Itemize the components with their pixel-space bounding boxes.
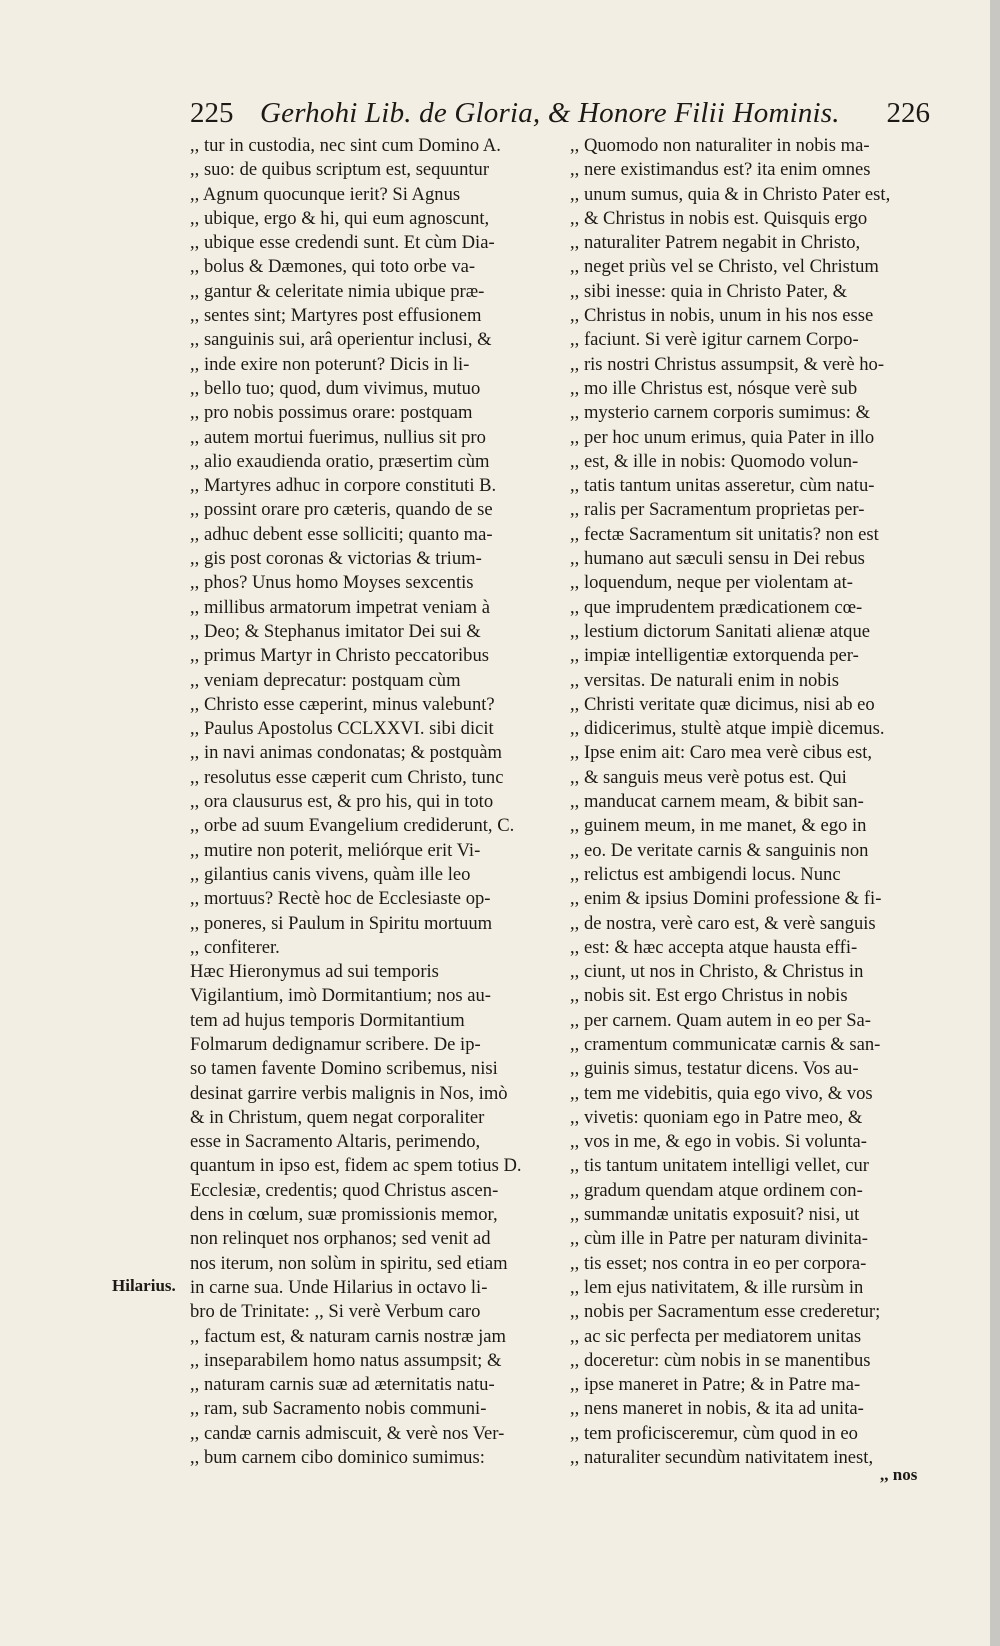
text-line: ,, inseparabilem homo natus assumpsit; &: [190, 1349, 502, 1371]
text-line: ,, resolutus esse cæperit cum Christo, tunc: [190, 766, 504, 788]
text-line: ,, ac sic perfecta per mediatorem unitas: [570, 1325, 862, 1347]
text-line: ,, mutire non poterit, meliórque erit Vi-: [190, 839, 481, 861]
text-line: ,, tis tantum unitatem intelligi vellet, cur: [570, 1155, 869, 1177]
text-line: ,, ciunt, ut nos in Christo, & Christus in: [570, 961, 864, 983]
text-line: ,, phos? Unus homo Moyses sexcentis: [190, 572, 474, 594]
text-line: ,, relictus est ambigendi locus. Nunc: [570, 863, 841, 885]
text-line: ,, Christo esse cæperint, minus valebunt?: [190, 693, 495, 715]
text-line: esse in Sacramento Altaris, perimendo,: [190, 1131, 481, 1153]
text-line: in carne sua. Unde Hilarius in octavo li-: [190, 1276, 488, 1298]
right-column: [570, 134, 950, 1470]
text-line: ,, mysterio carnem corporis sumimus: &: [570, 402, 871, 424]
text-line: ,, lestium dictorum Sanitati alienæ atque: [570, 620, 871, 642]
text-line: ,, est: & hæc accepta atque hausta effi-: [570, 936, 858, 958]
text-line: ,, pro nobis possimus orare: postquam: [190, 402, 473, 424]
text-line: ,, ubique, ergo & hi, qui eum agnoscunt,: [190, 207, 490, 229]
text-line: ,, Paulus Apostolus CCLXXVI. sibi dicit: [190, 718, 494, 740]
text-line: ,, eo. De veritate carnis & sanguinis non: [570, 839, 869, 861]
text-line: ,, candæ carnis admiscuit, & verè nos Ver-: [190, 1422, 505, 1444]
text-line: ,, factum est, & naturam carnis nostræ jam: [190, 1325, 507, 1347]
margin-note: Hilarius.: [112, 1276, 176, 1295]
text-line: ,, possint orare pro cæteris, quando de se: [190, 499, 493, 521]
text-line: ,, neget priùs vel se Christo, vel Christum: [570, 256, 879, 278]
text-line: ,, enim & ipsius Domini professione & fi-: [570, 888, 882, 910]
text-line: ,, Agnum quocunque ierit? Si Agnus: [190, 183, 461, 205]
text-line: ,, tem me videbitis, quia ego vivo, & vos: [570, 1082, 873, 1104]
text-line: ,, mo ille Christus est, nósque verè sub: [570, 377, 858, 399]
text-line: ,, gis post coronas & victorias & trium-: [190, 548, 482, 570]
text-line: ,, gilantius canis vivens, quàm ille leo: [190, 863, 471, 885]
page-edge: [990, 0, 1000, 1646]
text-line: Vigilantium, imò Dormitantium; nos au-: [190, 985, 492, 1007]
text-line: bro de Trinitate: ,, Si verè Verbum caro: [190, 1301, 481, 1323]
text-line: ,, per hoc unum erimus, quia Pater in illo: [570, 426, 875, 448]
text-line: ,, per carnem. Quam autem in eo per Sa-: [570, 1009, 871, 1031]
running-title: Gerhohi Lib. de Gloria, & Honore Filii Hominis.: [260, 97, 840, 129]
text-line: ,, adhuc debent esse solliciti; quanto ma-: [190, 523, 493, 545]
text-line: ,, nens maneret in nobis, & ita ad unita-: [570, 1398, 864, 1420]
text-line: ,, bum carnem cibo dominico sumimus:: [190, 1447, 485, 1469]
text-line: ,, doceretur: cùm nobis in se manentibus: [570, 1349, 871, 1371]
text-line: ,, didicerimus, stultè atque impiè dicemus.: [570, 718, 885, 740]
text-line: ,, Quomodo non naturaliter in nobis ma-: [570, 135, 870, 156]
text-line: ,, vos in me, & ego in vobis. Si volunta-: [570, 1131, 867, 1153]
text-line: ,, guinis simus, testatur dicens. Vos au-: [570, 1058, 859, 1080]
text-line: Ecclesiæ, credentis; quod Christus ascen-: [190, 1179, 499, 1201]
text-line: ,, faciunt. Si verè igitur carnem Corpo-: [570, 329, 859, 351]
text-line: ,, nobis per Sacramentum esse crederetur;: [570, 1301, 881, 1323]
text-line: desinat garrire verbis malignis in Nos, imò: [190, 1082, 508, 1104]
text-line: ,, ora clausurus est, & pro his, qui in toto: [190, 791, 494, 813]
running-header: [190, 92, 930, 134]
text-line: ,, sibi inesse: quia in Christo Pater, &: [570, 280, 848, 302]
text-line: dens in cœlum, suæ promissionis memor,: [190, 1204, 498, 1226]
text-line: ,, cùm ille in Patre per naturam divinita-: [570, 1228, 868, 1250]
text-line: ,, suo: de quibus scriptum est, sequuntur: [190, 159, 490, 181]
text-line: ,, ipse maneret in Patre; & in Patre ma-: [570, 1374, 861, 1396]
catchword: ,, nos: [880, 1465, 918, 1484]
text-line: ,, tem proficisceremur, cùm quod in eo: [570, 1422, 858, 1444]
text-line: quantum in ipso est, fidem ac spem totius D.: [190, 1155, 522, 1177]
text-line: ,, primus Martyr in Christo peccatoribus: [190, 645, 489, 667]
text-line: ,, fectæ Sacramentum sit unitatis? non est: [570, 523, 879, 545]
text-line: ,, naturaliter secundùm nativitatem inest,: [570, 1447, 874, 1469]
text-line: ,, Deo; & Stephanus imitator Dei sui &: [190, 620, 481, 642]
text-line: ,, in navi animas condonatas; & postquàm: [190, 742, 502, 764]
text-line: ,, & sanguis meus verè potus est. Qui: [570, 766, 847, 788]
text-line: Hæc Hieronymus ad sui temporis: [190, 961, 439, 983]
text-line: ,, unum sumus, quia & in Christo Pater est,: [570, 183, 891, 205]
text-line: ,, ris nostri Christus assumpsit, & verè ho-: [570, 353, 885, 375]
text-line: ,, confiterer.: [190, 936, 280, 958]
text-line: nos iterum, non solùm in spiritu, sed etiam: [190, 1252, 508, 1274]
text-line: ,, tatis tantum unitas asseretur, cùm natu-: [570, 475, 875, 497]
text-line: ,, nere existimandus est? ita enim omnes: [570, 159, 871, 181]
text-line: ,, gradum quendam atque ordinem con-: [570, 1179, 863, 1201]
text-line: ,, versitas. De naturali enim in nobis: [570, 669, 840, 691]
text-line: ,, inde exire non poterunt? Dicis in li-: [190, 353, 470, 375]
text-line: ,, impiæ intelligentiæ extorquenda per-: [570, 645, 859, 667]
text-line: ,, est, & ille in nobis: Quomodo volun-: [570, 450, 859, 472]
text-line: ,, naturam carnis suæ ad æternitatis natu-: [190, 1374, 495, 1396]
text-line: ,, ralis per Sacramentum proprietas per-: [570, 499, 865, 521]
text-line: ,, humano aut sæculi sensu in Dei rebus: [570, 548, 865, 570]
text-line: ,, summandæ unitatis exposuit? nisi, ut: [570, 1204, 860, 1226]
text-line: ,, bello tuo; quod, dum vivimus, mutuo: [190, 377, 481, 399]
text-line: ,, tur in custodia, nec sint cum Domino A.: [190, 135, 501, 156]
text-line: so tamen favente Domino scribemus, nisi: [190, 1058, 498, 1080]
text-line: tem ad hujus temporis Dormitantium: [190, 1009, 465, 1031]
text-line: ,, loquendum, neque per violentam at-: [570, 572, 853, 594]
text-line: ,, & Christus in nobis est. Quisquis ergo: [570, 207, 868, 229]
text-line: ,, Martyres adhuc in corpore constituti B.: [190, 475, 497, 497]
text-line: Folmarum dedignamur scribere. De ip-: [190, 1033, 481, 1055]
left-column: [190, 134, 565, 1470]
text-line: ,, tis esset; nos contra in eo per corpora-: [570, 1252, 867, 1274]
text-line: ,, bolus & Dæmones, qui toto orbe va-: [190, 256, 476, 278]
text-line: ,, autem mortui fuerimus, nullius sit pro: [190, 426, 486, 448]
text-line: ,, sentes sint; Martyres post effusionem: [190, 305, 482, 327]
text-line: ,, que imprudentem prædicationem cœ-: [570, 596, 863, 618]
text-line: ,, cramentum communicatæ carnis & san-: [570, 1033, 881, 1055]
text-line: ,, millibus armatorum impetrat veniam à: [190, 596, 491, 618]
page-number-right: 226: [886, 97, 930, 129]
text-line: ,, nobis sit. Est ergo Christus in nobis: [570, 985, 848, 1007]
text-line: ,, Christi veritate quæ dicimus, nisi ab eo: [570, 693, 875, 715]
text-line: ,, lem ejus nativitatem, & ille rursùm in: [570, 1276, 864, 1298]
text-line: ,, vivetis: quoniam ego in Patre meo, &: [570, 1106, 863, 1128]
text-line: ,, mortuus? Rectè hoc de Ecclesiaste op-: [190, 888, 491, 910]
text-line: ,, orbe ad suum Evangelium crediderunt, C.: [190, 815, 515, 837]
text-line: ,, sanguinis sui, arâ operientur inclusi, &: [190, 329, 492, 351]
text-line: ,, veniam deprecatur: postquam cùm: [190, 669, 461, 691]
text-line: & in Christum, quem negat corporaliter: [190, 1106, 485, 1128]
text-line: non relinquet nos orphanos; sed venit ad: [190, 1228, 491, 1250]
text-line: ,, de nostra, verè caro est, & verè sanguis: [570, 912, 876, 934]
text-line: ,, alio exaudienda oratio, præsertim cùm: [190, 450, 490, 472]
text-line: ,, Christus in nobis, unum in his nos esse: [570, 305, 874, 327]
text-line: ,, Ipse enim ait: Caro mea verè cibus est,: [570, 742, 873, 764]
text-line: ,, manducat carnem meam, & bibit san-: [570, 791, 864, 813]
text-line: ,, ubique esse credendi sunt. Et cùm Dia-: [190, 232, 495, 254]
page-number-left: 225: [190, 97, 234, 129]
text-line: ,, guinem meum, in me manet, & ego in: [570, 815, 867, 837]
text-line: ,, naturaliter Patrem negabit in Christo,: [570, 232, 861, 254]
text-line: ,, poneres, si Paulum in Spiritu mortuum: [190, 912, 493, 934]
text-line: ,, gantur & celeritate nimia ubique præ-: [190, 280, 485, 302]
text-line: ,, ram, sub Sacramento nobis communi-: [190, 1398, 487, 1420]
